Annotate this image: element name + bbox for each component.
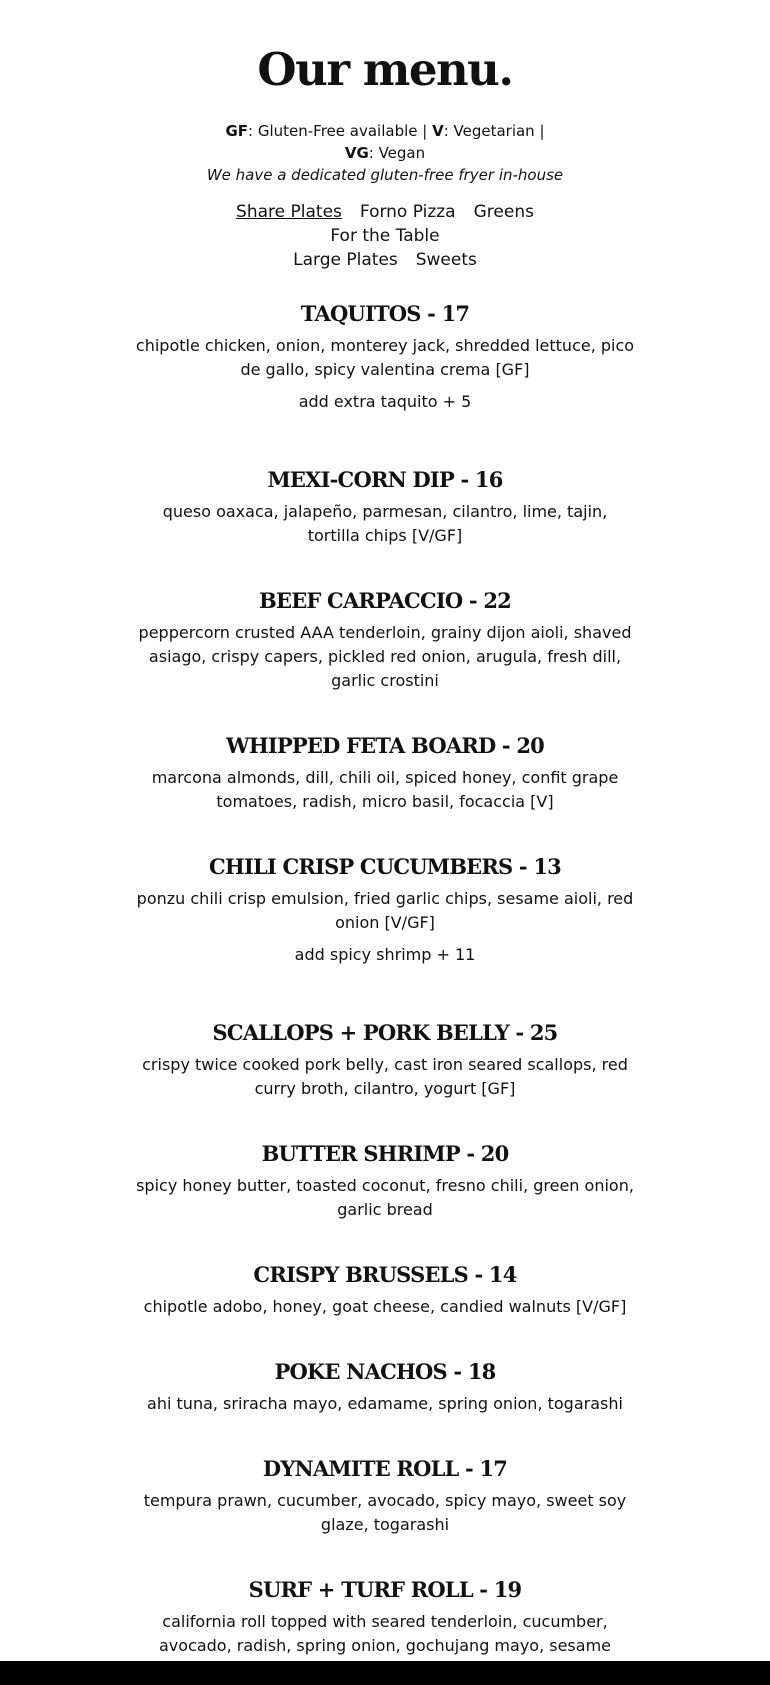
- menu-item-name: BUTTER SHRIMP - 20: [261, 1141, 509, 1166]
- menu-item-name: CRISPY BRUSSELS - 14: [253, 1262, 517, 1287]
- tab-for-the-table[interactable]: For the Table: [330, 226, 440, 246]
- legend-v-text: : Vegetarian |: [443, 122, 545, 140]
- menu-item-name: CHILI CRISP CUCUMBERS - 13: [209, 854, 561, 879]
- menu-item-description: california roll topped with seared tenderloin, cucumber, avocado, radish, spring onion, gochujang mayo, sesame: [158, 1612, 611, 1655]
- dietary-legend: [0, 120, 770, 272]
- menu-item-description: chipotle adobo, honey, goat cheese, candied walnuts [V/GF]: [143, 1297, 627, 1316]
- tab-forno-pizza[interactable]: Forno Pizza: [359, 202, 456, 222]
- page-title: Our menu.: [257, 43, 513, 96]
- gluten-free-fryer-note: We have a dedicated gluten-free fryer in-house: [206, 166, 564, 184]
- menu-item: [135, 1140, 635, 1222]
- menu-item: [135, 1358, 635, 1416]
- menu-item-description: marcona almonds, dill, chili oil, spiced honey, confit grape tomatoes, radish, micro basil, focaccia [V]: [151, 768, 619, 811]
- legend-gf-code: GF: [225, 122, 249, 140]
- tab-greens[interactable]: Greens: [473, 202, 534, 222]
- legend-text: [210, 120, 560, 164]
- menu-item-description: chipotle chicken, onion, monterey jack, shredded lettuce, pico de gallo, spicy valentina crema [GF]: [135, 336, 635, 379]
- menu-item: [135, 300, 635, 414]
- menu-item: [135, 732, 635, 814]
- tab-share-plates[interactable]: Share Plates: [236, 202, 342, 222]
- menu-item: [135, 1576, 635, 1658]
- menu-item-extra: add extra taquito + 5: [298, 392, 472, 411]
- footer-bar: [0, 1661, 770, 1685]
- menu-items-list: [0, 300, 770, 1658]
- menu-item-name: SURF + TURF ROLL - 19: [248, 1577, 522, 1602]
- menu-item-name: WHIPPED FETA BOARD - 20: [226, 733, 544, 758]
- menu-category-tabs: [175, 200, 595, 272]
- menu-item: [135, 587, 635, 693]
- legend-v-code: V: [432, 122, 444, 140]
- menu-item-extra: add spicy shrimp + 11: [294, 945, 476, 964]
- menu-item-name: MEXI-CORN DIP - 16: [267, 467, 503, 492]
- menu-item-description: queso oaxaca, jalapeño, parmesan, cilantro, lime, tajin, tortilla chips [V/GF]: [162, 502, 608, 545]
- legend-vg-code: VG: [344, 144, 369, 162]
- tab-large-plates[interactable]: Large Plates: [293, 250, 398, 270]
- menu-item-name: BEEF CARPACCIO - 22: [259, 588, 511, 613]
- menu-item: [135, 466, 635, 548]
- menu-item-name: POKE NACHOS - 18: [274, 1359, 496, 1384]
- menu-item-description: crispy twice cooked pork belly, cast iron seared scallops, red curry broth, cilantro, yogurt [GF]: [142, 1055, 628, 1098]
- menu-item: [135, 1455, 635, 1537]
- menu-item-description: ahi tuna, sriracha mayo, edamame, spring onion, togarashi: [147, 1394, 623, 1413]
- legend-vg-text: : Vegan: [368, 144, 426, 162]
- menu-item-name: TAQUITOS - 17: [300, 301, 470, 326]
- menu-item: [135, 853, 635, 967]
- menu-item-description: ponzu chili crisp emulsion, fried garlic chips, sesame aioli, red onion [V/GF]: [136, 889, 634, 932]
- tab-sweets[interactable]: Sweets: [415, 250, 477, 270]
- menu-item: [135, 1261, 635, 1319]
- menu-item-description: peppercorn crusted AAA tenderloin, grainy dijon aioli, shaved asiago, crispy capers, pickled red onion, arugula, fresh dill, garlic crostini: [138, 623, 632, 690]
- menu-item-description: spicy honey butter, toasted coconut, fresno chili, green onion, garlic bread: [136, 1176, 634, 1219]
- menu-item-name: SCALLOPS + PORK BELLY - 25: [212, 1020, 558, 1045]
- legend-gf-text: : Gluten-Free available |: [248, 122, 433, 140]
- menu-item: [135, 1019, 635, 1101]
- menu-item-name: DYNAMITE ROLL - 17: [262, 1456, 508, 1481]
- menu-item-description: tempura prawn, cucumber, avocado, spicy mayo, sweet soy glaze, togarashi: [143, 1491, 627, 1534]
